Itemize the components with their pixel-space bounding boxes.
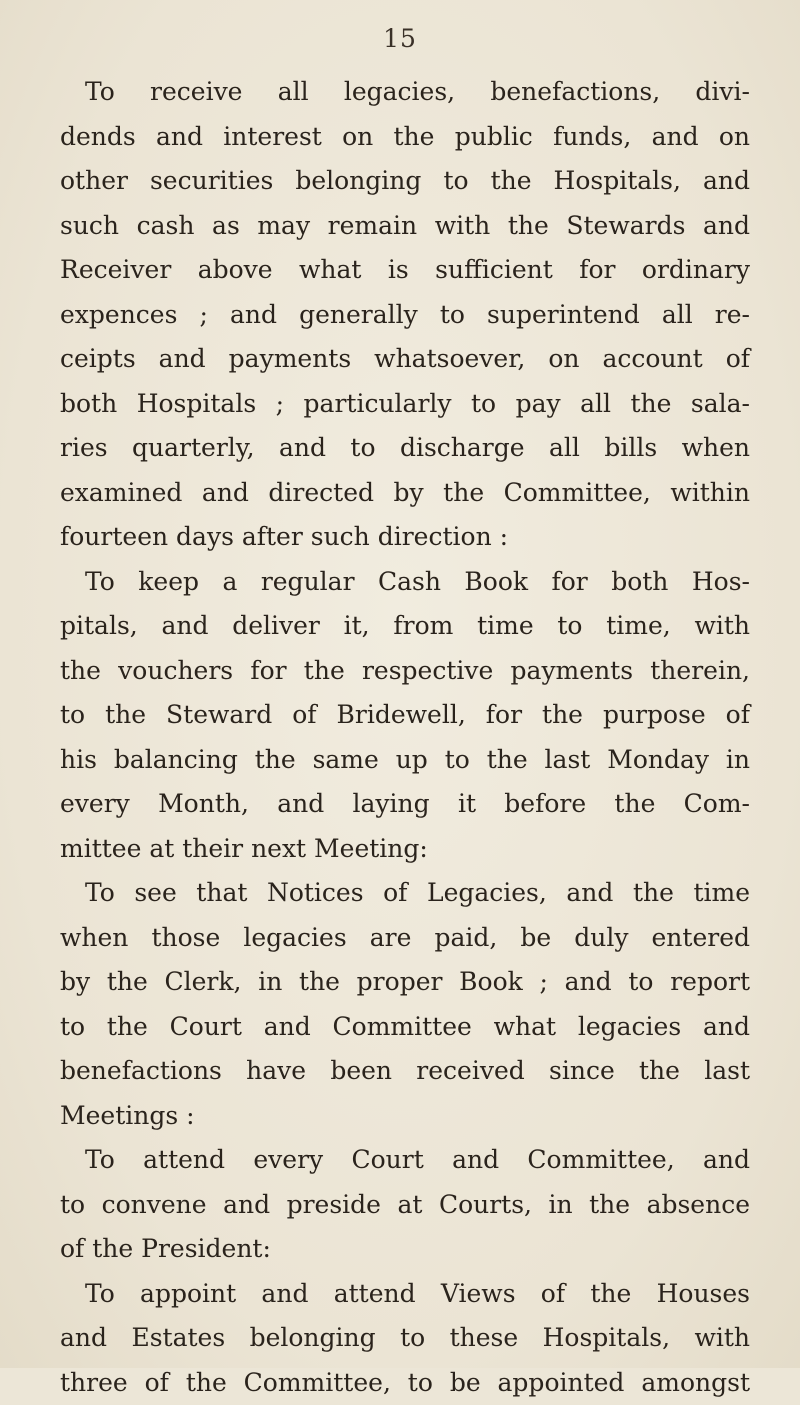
text-line: expences ; and generally to superintend all re-: [60, 293, 750, 338]
text-line: To see that Notices of Legacies, and the time: [60, 871, 750, 916]
text-line: and Estates belonging to these Hospitals, with: [60, 1316, 750, 1361]
page-number: 15: [0, 24, 800, 53]
text-line: fourteen days after such direction :: [60, 515, 750, 560]
text-line: when those legacies are paid, be duly entered: [60, 916, 750, 961]
text-line: mittee at their next Meeting:: [60, 827, 750, 872]
text-line: such cash as may remain with the Stewards and: [60, 204, 750, 249]
text-line: his balancing the same up to the last Monday in: [60, 738, 750, 783]
text-line: To attend every Court and Committee, and: [60, 1138, 750, 1183]
body-text: [60, 70, 750, 1405]
text-line: of the President:: [60, 1227, 750, 1272]
text-line: To appoint and attend Views of the Houses: [60, 1272, 750, 1317]
text-line: ceipts and payments whatsoever, on account of: [60, 337, 750, 382]
paragraph-attend-courts: [60, 1138, 750, 1272]
text-line: the vouchers for the respective payments therein,: [60, 649, 750, 694]
text-line: to the Court and Committee what legacies and: [60, 1005, 750, 1050]
text-line: other securities belonging to the Hospitals, and: [60, 159, 750, 204]
text-line: to convene and preside at Courts, in the absence: [60, 1183, 750, 1228]
text-line: every Month, and laying it before the Com-: [60, 782, 750, 827]
text-line: Meetings :: [60, 1094, 750, 1139]
text-line: ries quarterly, and to discharge all bills when: [60, 426, 750, 471]
text-line: by the Clerk, in the proper Book ; and to report: [60, 960, 750, 1005]
text-line: Receiver above what is sufficient for ordinary: [60, 248, 750, 293]
paragraph-receive-legacies: [60, 70, 750, 560]
text-line: to the Steward of Bridewell, for the purpose of: [60, 693, 750, 738]
text-line: three of the Committee, to be appointed amongst: [60, 1361, 750, 1405]
text-line: To receive all legacies, benefactions, divi-: [60, 70, 750, 115]
paragraph-notices-of-legacies: [60, 871, 750, 1138]
text-line: examined and directed by the Committee, within: [60, 471, 750, 516]
text-line: dends and interest on the public funds, and on: [60, 115, 750, 160]
text-line: benefactions have been received since the last: [60, 1049, 750, 1094]
paragraph-cash-book: [60, 560, 750, 872]
paragraph-appoint-views: [60, 1272, 750, 1405]
text-line: To keep a regular Cash Book for both Hos-: [60, 560, 750, 605]
text-line: pitals, and deliver it, from time to time, with: [60, 604, 750, 649]
text-line: both Hospitals ; particularly to pay all the sala-: [60, 382, 750, 427]
